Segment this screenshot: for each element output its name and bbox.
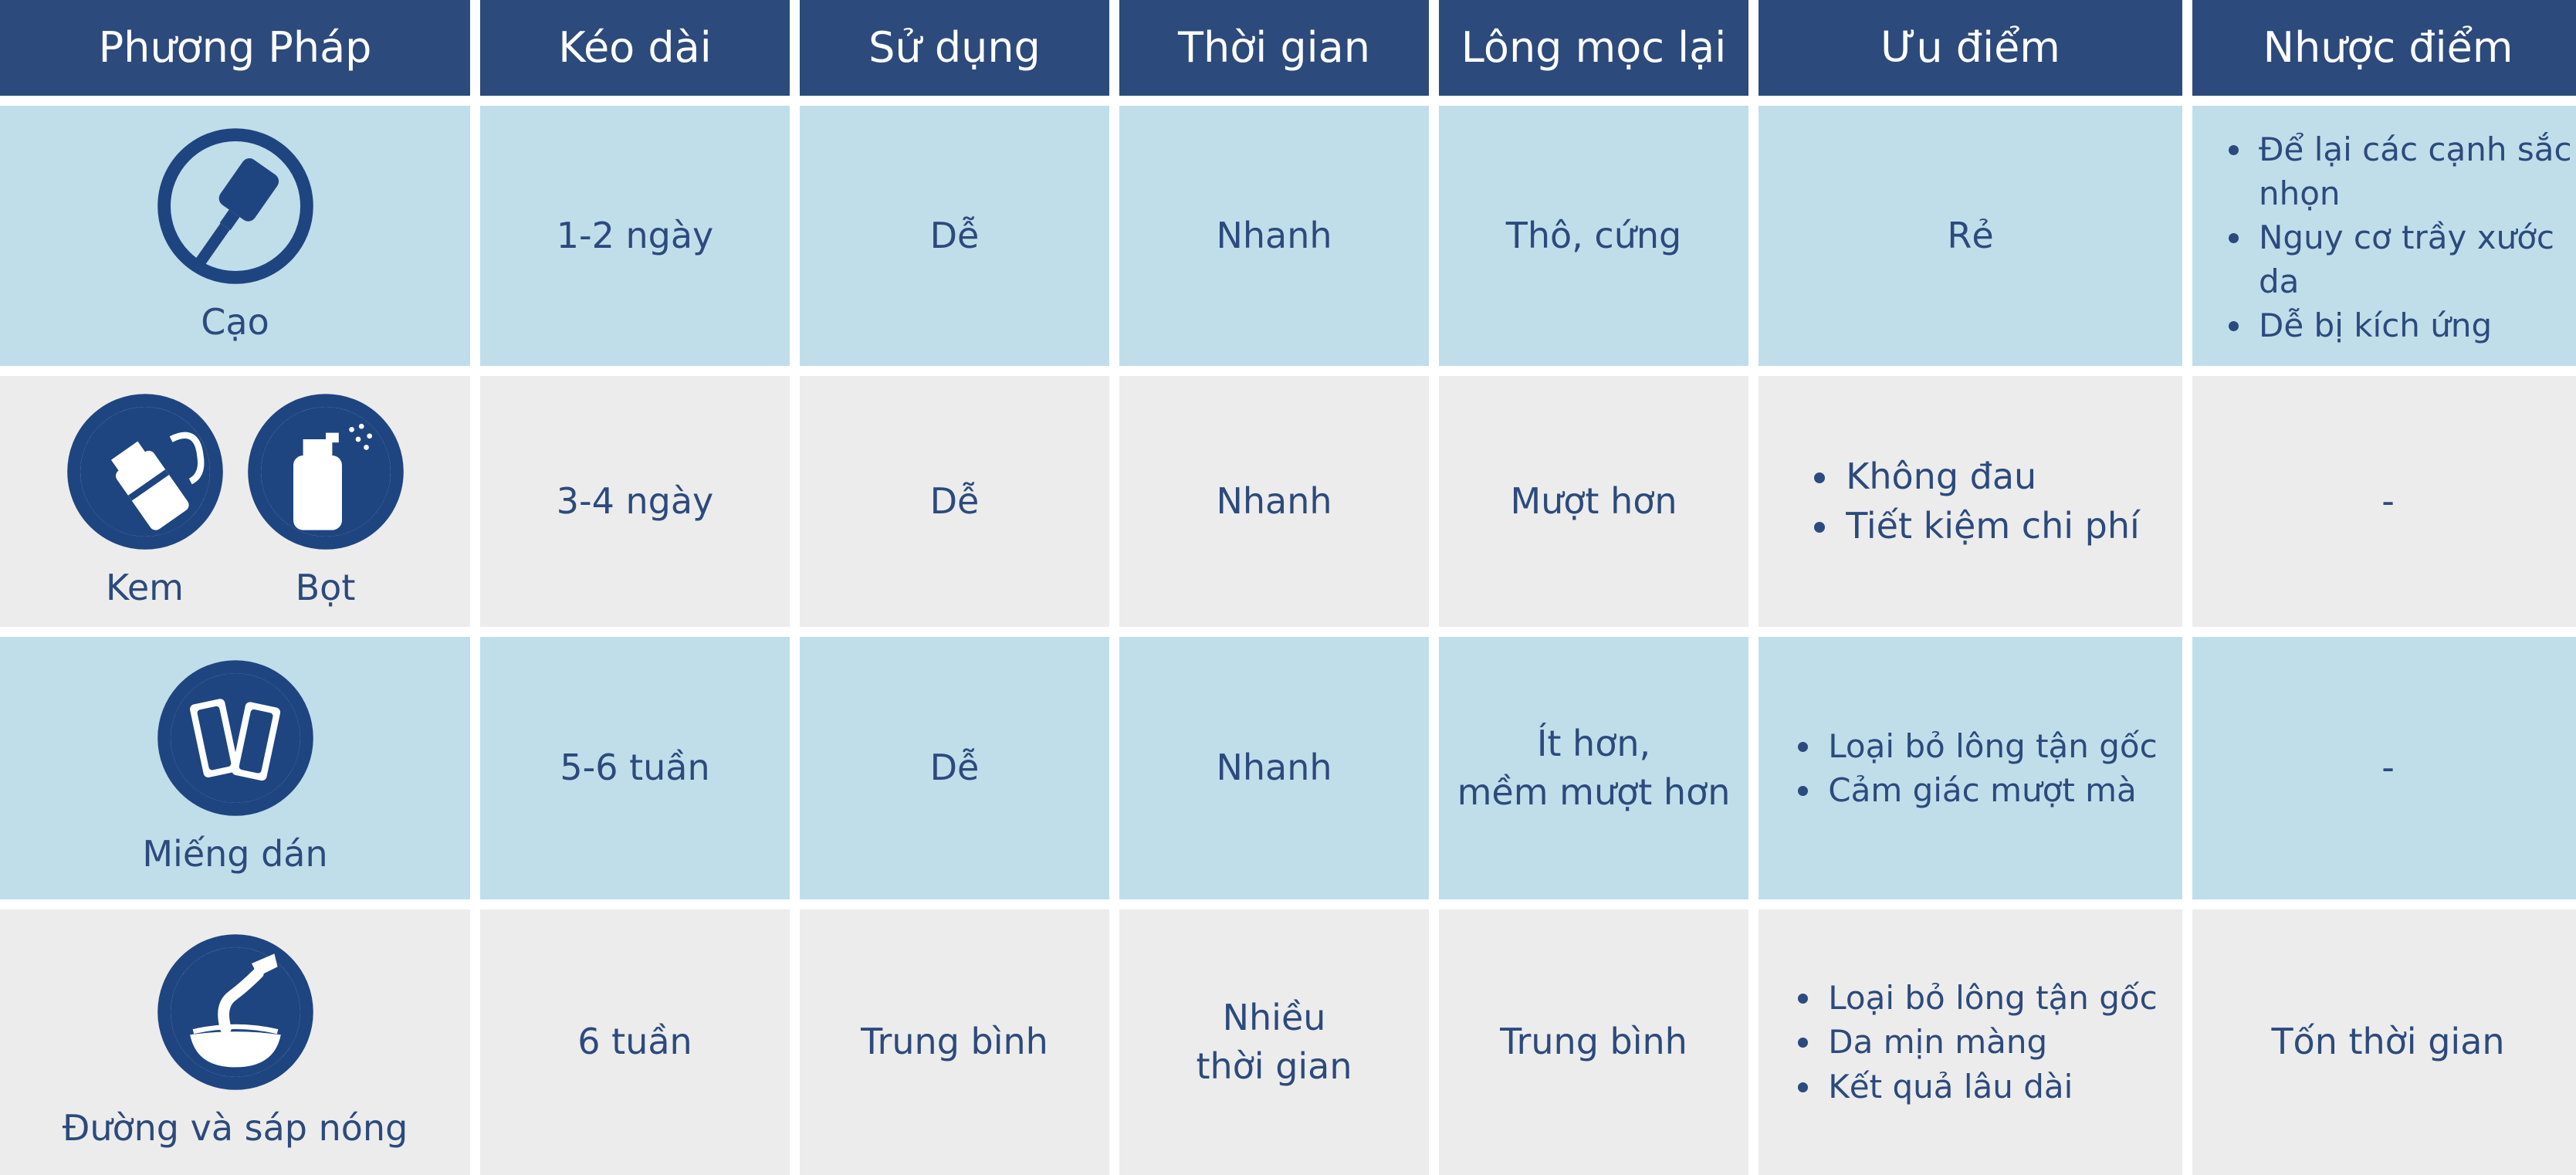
method-label: Kem bbox=[106, 566, 184, 608]
pros-cell bbox=[1759, 637, 2182, 899]
pros-list bbox=[1783, 724, 2157, 812]
duration-cell: 5-6 tuần bbox=[480, 637, 790, 899]
header-method: Phương Pháp bbox=[0, 0, 470, 96]
pros-cell bbox=[1759, 376, 2182, 627]
header-pros: Ưu điểm bbox=[1759, 0, 2182, 96]
pros-list bbox=[1801, 452, 2140, 550]
method-cell-hot-wax bbox=[0, 909, 470, 1175]
list-item: • Tiết kiệm chi phí bbox=[1841, 502, 2140, 550]
method-cell-cream-foam bbox=[0, 376, 470, 627]
list-item: • Kết quả lâu dài bbox=[1823, 1065, 2157, 1109]
cons-cell: - bbox=[2192, 637, 2576, 899]
list-item: • Da mịn màng bbox=[1823, 1020, 2157, 1064]
duration-cell: 3-4 ngày bbox=[480, 376, 790, 627]
pros-cell bbox=[1759, 909, 2182, 1175]
method-cell-shaving bbox=[0, 106, 470, 366]
method-label: Bọt bbox=[295, 566, 356, 608]
header-time: Thời gian bbox=[1119, 0, 1429, 96]
list-item: • Loại bỏ lông tận gốc bbox=[1823, 724, 2157, 768]
method-cell-wax-strips bbox=[0, 637, 470, 899]
regrowth-cell: Ít hơn, mềm mượt hơn bbox=[1439, 637, 1748, 899]
method-cream bbox=[64, 391, 226, 612]
time-cell: Nhanh bbox=[1119, 106, 1429, 366]
cons-list bbox=[2214, 127, 2576, 348]
pros-list bbox=[1783, 976, 2157, 1108]
regrowth-cell: Trung bình bbox=[1439, 909, 1748, 1175]
list-item: • Loại bỏ lông tận gốc bbox=[1823, 976, 2157, 1020]
list-item: • Nguy cơ trầy xước da bbox=[2254, 215, 2576, 303]
usage-cell: Trung bình bbox=[800, 909, 1109, 1175]
pros-cell: Rẻ bbox=[1759, 106, 2182, 366]
duration-cell: 1-2 ngày bbox=[480, 106, 790, 366]
cons-cell: Tốn thời gian bbox=[2192, 909, 2576, 1175]
usage-cell: Dễ bbox=[800, 106, 1109, 366]
method-foam bbox=[245, 391, 407, 612]
time-cell: Nhiều thời gian bbox=[1119, 909, 1429, 1175]
method-label: Miếng dán bbox=[142, 833, 328, 875]
method-label: Đường và sáp nóng bbox=[62, 1107, 408, 1150]
header-cons: Nhược điểm bbox=[2192, 0, 2576, 96]
hot-wax-bowl-icon bbox=[154, 931, 316, 1093]
duration-cell: 6 tuần bbox=[480, 909, 790, 1175]
time-cell: Nhanh bbox=[1119, 637, 1429, 899]
wax-strips-icon bbox=[154, 657, 316, 819]
header-regrowth: Lông mọc lại bbox=[1439, 0, 1748, 96]
usage-cell: Dễ bbox=[800, 376, 1109, 627]
list-item: • Không đau bbox=[1841, 452, 2140, 501]
cons-cell: - bbox=[2192, 376, 2576, 627]
list-item: • Dễ bị kích ứng bbox=[2254, 303, 2576, 347]
regrowth-cell: Thô, cứng bbox=[1439, 106, 1748, 366]
method-pair bbox=[64, 391, 407, 612]
regrowth-cell: Mượt hơn bbox=[1439, 376, 1748, 627]
cons-cell bbox=[2192, 106, 2576, 366]
list-item: • Để lại các cạnh sắc nhọn bbox=[2254, 127, 2576, 215]
time-cell: Nhanh bbox=[1119, 376, 1429, 627]
method-label: Cạo bbox=[201, 300, 269, 343]
header-usage: Sử dụng bbox=[800, 0, 1109, 96]
usage-cell: Dễ bbox=[800, 637, 1109, 899]
list-item: • Cảm giác mượt mà bbox=[1823, 768, 2157, 812]
cream-tube-icon bbox=[64, 391, 226, 553]
header-duration: Kéo dài bbox=[480, 0, 790, 96]
spray-can-icon bbox=[245, 391, 407, 553]
razor-icon bbox=[154, 125, 316, 287]
